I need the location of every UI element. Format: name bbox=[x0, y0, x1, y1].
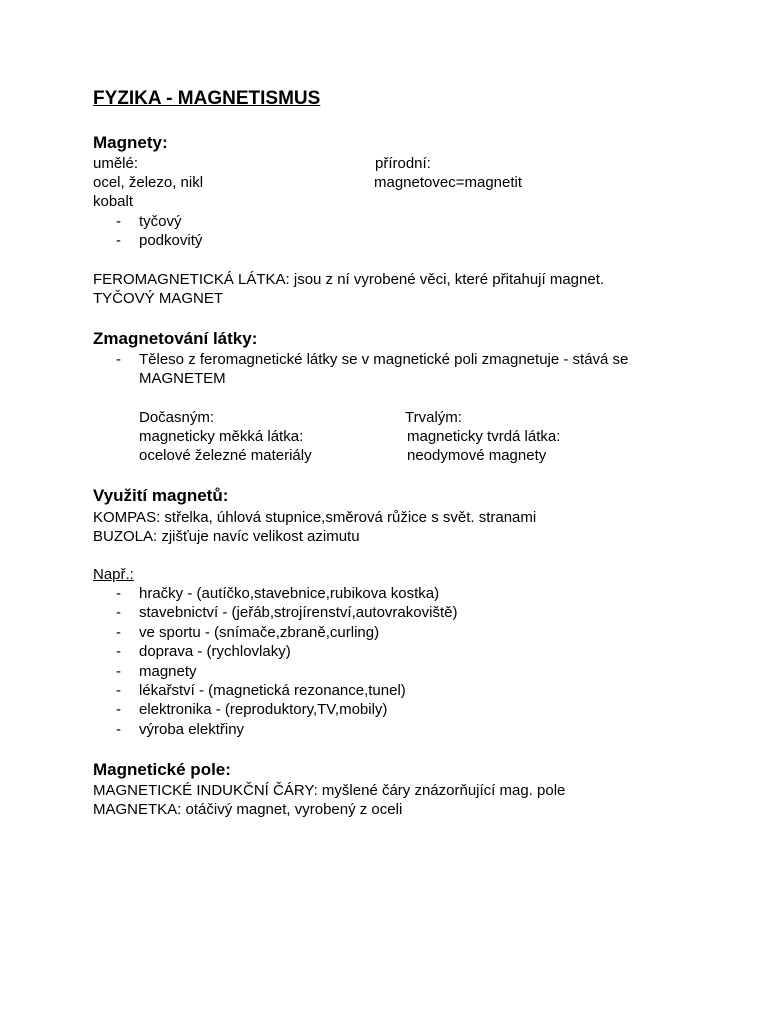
label-umele: umělé: bbox=[93, 155, 139, 172]
list-item: Těleso z feromagnetické látky se v magnetické poli zmagnetuje - stává se bbox=[139, 351, 629, 368]
list-bullet: - bbox=[116, 585, 121, 602]
text-ocel-zelezo-nikl: ocel, železo, nikl bbox=[93, 174, 204, 191]
list-item: hračky - (autíčko,stavebnice,rubikova kostka) bbox=[139, 585, 440, 602]
text-indukcni-cary: MAGNETICKÉ INDUKČNÍ ČÁRY: myšlené čáry znázorňující mag. pole bbox=[93, 782, 566, 799]
text-magnetovec: magnetovec=magnetit bbox=[374, 174, 523, 191]
label-docasnym: Dočasným: bbox=[139, 409, 215, 426]
text-mekka-latka: magneticky měkká látka: bbox=[139, 428, 304, 445]
text-magnetka: MAGNETKA: otáčivý magnet, vyrobený z oceli bbox=[93, 801, 403, 818]
text-tycovy-magnet: TYČOVÝ MAGNET bbox=[93, 290, 224, 307]
list-bullet: - bbox=[116, 232, 121, 249]
list-item: doprava - (rychlovlaky) bbox=[139, 643, 291, 660]
heading-magnety: Magnety: bbox=[93, 133, 168, 152]
document-title: FYZIKA - MAGNETISMUS bbox=[93, 88, 321, 109]
list-bullet: - bbox=[116, 624, 121, 641]
text-buzola: BUZOLA: zjišťuje navíc velikost azimutu bbox=[93, 528, 360, 545]
list-item: ve sportu - (snímače,zbraně,curling) bbox=[139, 624, 380, 641]
text-kompas: KOMPAS: střelka, úhlová stupnice,směrová růžice s svět. stranami bbox=[93, 509, 537, 526]
heading-vyuziti: Využití magnetů: bbox=[93, 486, 229, 505]
list-bullet: - bbox=[116, 604, 121, 621]
label-prirodni: přírodní: bbox=[375, 155, 431, 172]
list-item: podkovitý bbox=[139, 232, 203, 249]
list-item: tyčový bbox=[139, 213, 182, 230]
list-bullet: - bbox=[116, 643, 121, 660]
list-item-continuation: MAGNETEM bbox=[139, 370, 226, 387]
list-bullet: - bbox=[116, 213, 121, 230]
list-bullet: - bbox=[116, 721, 121, 738]
list-item: magnety bbox=[139, 663, 197, 680]
list-bullet: - bbox=[116, 701, 121, 718]
list-item: lékařství - (magnetická rezonance,tunel) bbox=[139, 682, 406, 699]
list-item: stavebnictví - (jeřáb,strojírenství,autovrakoviště) bbox=[139, 604, 458, 621]
text-neodymove-magnety: neodymové magnety bbox=[407, 447, 547, 464]
text-tvrda-latka: magneticky tvrdá látka: bbox=[407, 428, 561, 445]
list-bullet: - bbox=[116, 682, 121, 699]
list-bullet: - bbox=[116, 351, 121, 368]
text-ocelove-materialy: ocelové železné materiály bbox=[139, 447, 312, 464]
text-kobalt: kobalt bbox=[93, 193, 134, 210]
heading-zmagnetovani: Zmagnetování látky: bbox=[93, 329, 258, 348]
label-trvalym: Trvalým: bbox=[405, 409, 462, 426]
list-item: elektronika - (reproduktory,TV,mobily) bbox=[139, 701, 388, 718]
heading-magneticke-pole: Magnetické pole: bbox=[93, 760, 231, 779]
text-feromagneticka-latka: FEROMAGNETICKÁ LÁTKA: jsou z ní vyrobené věci, které přitahují magnet. bbox=[93, 271, 605, 288]
text-napr: Např.: bbox=[93, 566, 134, 583]
list-item: výroba elektřiny bbox=[139, 721, 245, 738]
list-bullet: - bbox=[116, 663, 121, 680]
